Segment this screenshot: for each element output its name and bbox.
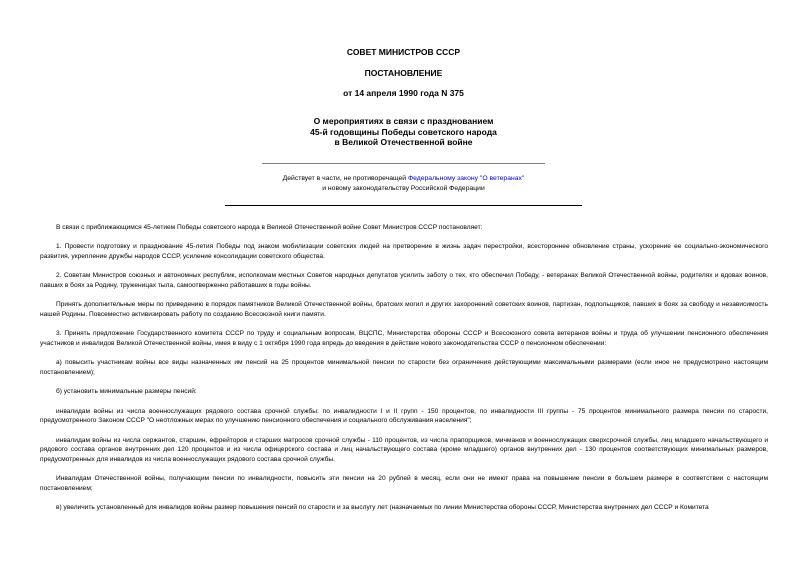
date-number-heading: от 14 апреля 1990 года N 375 bbox=[343, 88, 464, 98]
status-line bbox=[0, 174, 807, 184]
document-body bbox=[40, 223, 768, 523]
body-paragraph: 1. Провести подготовку и празднование 45-летия Победы под знаком мобилизации советских людей на претворение в жизнь задач перестройки, всестороннее обновление страны, ускорение ее социально-экономического развития, укрепление дружбы народов СССР, усиление консолидации советского общества. bbox=[40, 243, 768, 260]
body-paragraph: 3. Принять предложение Государственного комитета СССР по труду и социальным вопросам, ВЦСПС, Министерства обороны СССР и Всесоюзного совета ветеранов войны и труда об улучшении пенсионного обеспечения участников и инвалидов Великой Отечественной войны, имея в виду с 1 октября 1990 года впредь до введения в действие нового законодательства СССР о пенсионном обеспечении: bbox=[40, 330, 768, 347]
divider bbox=[262, 163, 545, 164]
status-line: и новому законодательству Российской Федерации bbox=[322, 185, 485, 192]
body-paragraph: инвалидам войны из числа сержантов, старшин, ефрейторов и старших матросов срочной службы - 110 процентов, из числа прапорщиков, мичманов и военнослужащих сверхсрочной службы, лиц младшего начальствующего и рядового состава органов внутренних дел 120 процентов и из числа офицерского состава и лиц начальствующего состава (кроме младшего) органов внутренних дел - 130 процентов соответствующих минимальных размеров, предусмотренных для инвалидов из числа военнослужащих рядового состава срочной службы. bbox=[40, 436, 768, 463]
body-paragraph: б) установить минимальные размеры пенсий: bbox=[56, 388, 197, 396]
body-paragraph: а) повысить участникам войны все виды назначенных им пенсий на 25 процентов минимальной пенсии по старости без ограничения действующими максимальными размерами (если иное не предусмотрено настоящим постановлением); bbox=[40, 359, 768, 376]
document-type-heading: ПОСТАНОВЛЕНИЕ bbox=[364, 68, 443, 78]
body-paragraph: В связи с приближающимся 45-летием Победы советского народа в Великой Отечественной войне Совет Министров СССР постановляет: bbox=[56, 224, 483, 231]
divider bbox=[225, 205, 582, 206]
document-title bbox=[0, 116, 807, 148]
body-paragraph: в) увеличить установленный для инвалидов войны размер повышения пенсий по старости и за выслугу лет (назначаемых по линии Министерства обороны СССР, Министерства внутренних дел СССР и Комитета bbox=[56, 504, 709, 512]
federal-law-link[interactable]: Федеральному закону "О ветеранах" bbox=[407, 175, 525, 182]
status-prefix: Действует в части, не противоречащей bbox=[282, 175, 408, 182]
title-line: в Великой Отечественной войне bbox=[334, 137, 473, 147]
body-paragraph: 2. Советам Министров союзных и автономных республик, исполкомам местных Советов народных депутатов усилить заботу о тех, кто обеспечил Победу, - ветеранах Великой Отечественной войны, родителях и вдовах воинов, павших в боях за Родину, труженицах тыла, самоотверженно работавших в годы войны. bbox=[40, 272, 768, 289]
issuer-heading: СОВЕТ МИНИСТРОВ СССР bbox=[346, 47, 461, 57]
body-paragraph: Принять дополнительные меры по приведению в порядок памятников Великой Отечественной войны, братских могил и других захоронений советских воинов, партизан, подпольщиков, павших в боях за свободу и независимость нашей Родины. Повсеместно активизировать работу по созданию Всесоюзной книги памяти. bbox=[40, 301, 768, 318]
title-line: 45-й годовщины Победы советского народа bbox=[310, 126, 497, 137]
legal-status-note bbox=[0, 174, 807, 194]
body-paragraph: инвалидам войны из числа военнослужащих рядового состава срочной службы: по инвалидности I и II групп - 150 процентов, по инвалидности III группы - 75 процентов минимального размера пенсии по старости, предусмотренного Законом СССР "О неотложных мерах по улучшению пенсионного обеспечения и социального обслуживания населения"; bbox=[40, 407, 768, 425]
body-paragraph: Инвалидам Отечественной войны, получающим пенсии по инвалидности, повысить эти пенсии на 20 рублей в месяц, если они не имеют права на повышение пенсии в большем размере в соответствии с настоящим постановлением; bbox=[40, 475, 768, 492]
title-line: О мероприятиях в связи с празднованием bbox=[313, 116, 494, 126]
